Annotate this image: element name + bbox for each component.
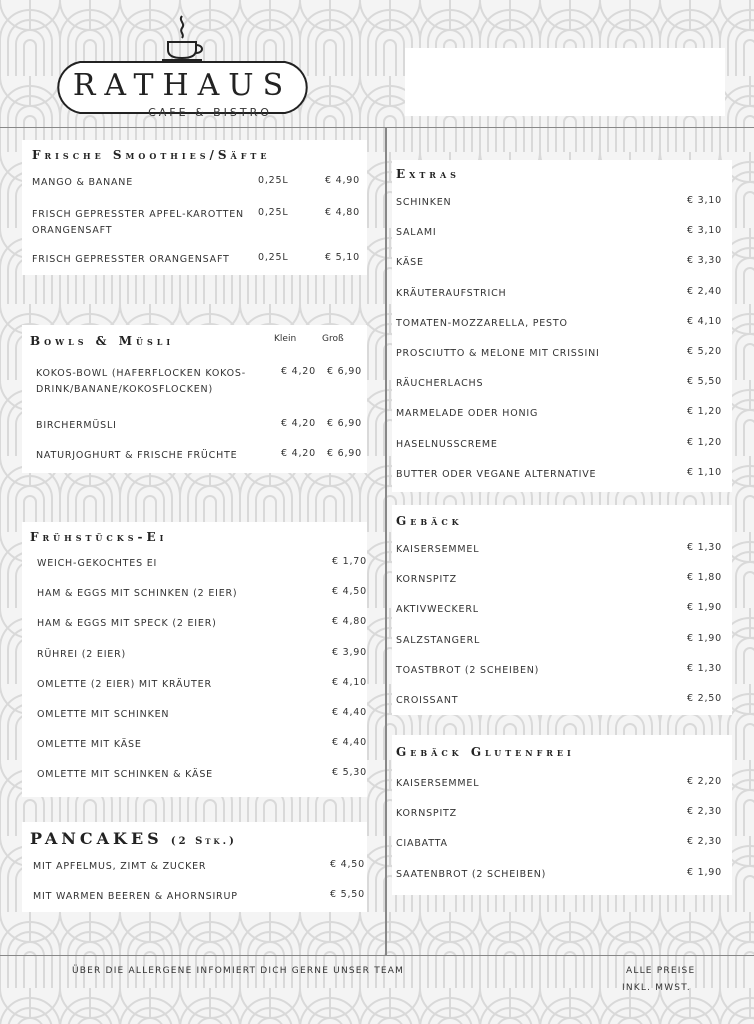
logo-name: RATHAUS bbox=[72, 68, 293, 103]
allergen-notice: ÜBER DIE ALLERGENE INFOMIERT DICH GERNE UNSER TEAM bbox=[72, 966, 405, 976]
item-price: € 2,20 bbox=[686, 776, 722, 787]
menu-item bbox=[396, 316, 722, 332]
item-size: 0,25L bbox=[258, 252, 289, 263]
item-price: € 4,40 bbox=[331, 737, 367, 749]
item-price: € 2,30 bbox=[686, 806, 722, 818]
column-header-large: Groß bbox=[322, 334, 344, 344]
column-divider bbox=[385, 127, 387, 955]
menu-item bbox=[396, 572, 722, 588]
menu-item bbox=[32, 207, 360, 236]
menu-item bbox=[396, 806, 722, 822]
item-name: MIT WARMEN BEEREN & AHORNSIRUP bbox=[33, 891, 238, 902]
item-name: BUTTER ODER VEGANE ALTERNATIVE bbox=[396, 468, 597, 480]
menu-item bbox=[37, 767, 367, 783]
item-price: € 4,50 bbox=[331, 586, 367, 598]
menu-item bbox=[37, 556, 367, 572]
item-name: KAISERSEMMEL bbox=[396, 778, 480, 789]
item-name: HAM & EGGS MIT SPECK (2 EIER) bbox=[37, 618, 217, 630]
menu-item bbox=[396, 255, 722, 271]
menu-item bbox=[396, 663, 722, 679]
item-price: € 5,50 bbox=[329, 889, 365, 900]
section-title-pancakes bbox=[30, 829, 237, 848]
logo-subtitle: CAFE & BISTRO bbox=[148, 106, 272, 119]
menu-item bbox=[37, 677, 367, 693]
item-price-small: € 4,20 bbox=[280, 418, 316, 429]
menu-item bbox=[37, 586, 367, 602]
item-name: RÜHREI (2 EIER) bbox=[37, 648, 127, 660]
item-price: € 4,80 bbox=[331, 616, 367, 628]
item-name: KÄSE bbox=[396, 257, 424, 269]
menu-item bbox=[36, 366, 362, 395]
menu-item bbox=[396, 633, 722, 649]
menu-item bbox=[396, 437, 722, 453]
item-name: KAISERSEMMEL bbox=[396, 544, 480, 555]
menu-item bbox=[33, 859, 365, 875]
menu-item bbox=[33, 889, 365, 905]
price-note-line2: INKL. MWST. bbox=[622, 983, 691, 993]
menu-item bbox=[396, 836, 722, 852]
item-name: FRISCH GEPRESSTER APFEL-KAROTTEN ORANGENSAFT bbox=[32, 209, 244, 236]
item-name: NATURJOGHURT & FRISCHE FRÜCHTE bbox=[36, 450, 238, 461]
item-price-large: € 6,90 bbox=[326, 448, 362, 459]
menu-item bbox=[37, 737, 367, 753]
menu-item bbox=[396, 867, 722, 883]
item-name: AKTIVWECKERL bbox=[396, 604, 479, 616]
section-title-extras: Extras bbox=[396, 167, 460, 181]
item-name: SCHINKEN bbox=[396, 197, 452, 208]
menu-item bbox=[396, 286, 722, 302]
item-price: € 2,50 bbox=[686, 693, 722, 704]
item-name: MANGO & BANANE bbox=[32, 177, 134, 188]
item-name: SAATENBROT (2 SCHEIBEN) bbox=[396, 868, 547, 880]
item-name: KORNSPITZ bbox=[396, 808, 457, 820]
item-name: WEICH-GEKOCHTES EI bbox=[37, 558, 158, 569]
menu-item bbox=[37, 616, 367, 632]
item-price: € 4,90 bbox=[324, 175, 360, 186]
coffee-cup-icon bbox=[158, 12, 210, 62]
menu-item bbox=[32, 175, 360, 191]
item-price: € 2,40 bbox=[686, 285, 722, 297]
item-name: OMLETTE MIT SCHINKEN & KÄSE bbox=[37, 769, 213, 781]
item-price: € 5,30 bbox=[331, 767, 367, 779]
menu-item bbox=[396, 406, 722, 422]
menu-item bbox=[396, 542, 722, 558]
item-price: € 1,20 bbox=[686, 406, 722, 418]
item-price: € 1,80 bbox=[686, 572, 722, 584]
item-name: SALZSTANGERL bbox=[396, 634, 481, 646]
item-price: € 4,10 bbox=[686, 315, 722, 327]
item-price-small: € 4,20 bbox=[280, 448, 316, 459]
item-price: € 5,50 bbox=[686, 376, 722, 388]
section-title-smoothies: Frische Smoothies/Säfte bbox=[32, 148, 271, 162]
item-price: € 1,90 bbox=[686, 866, 722, 878]
item-price: € 1,90 bbox=[686, 602, 722, 614]
item-name: MARMELADE ODER HONIG bbox=[396, 408, 539, 420]
header-divider bbox=[0, 127, 754, 128]
item-name: TOMATEN-MOZZARELLA, PESTO bbox=[396, 317, 568, 329]
item-name: FRISCH GEPRESSTER ORANGENSAFT bbox=[32, 254, 230, 265]
item-name: KOKOS-BOWL (HAFERFLOCKEN KOKOS-DRINK/BANANE/KOKOSFLOCKEN) bbox=[36, 368, 246, 395]
item-name: OMLETTE (2 EIER) MIT KRÄUTER bbox=[37, 678, 212, 690]
section-title-glutenfrei: Gebäck Glutenfrei bbox=[396, 745, 575, 759]
item-price: € 5,20 bbox=[686, 346, 722, 357]
section-title-bowls: Bowls & Müsli bbox=[30, 334, 175, 348]
menu-item bbox=[396, 346, 722, 362]
item-price: € 1,30 bbox=[686, 542, 722, 553]
item-price: € 4,10 bbox=[331, 676, 367, 688]
item-price-small: € 4,20 bbox=[280, 366, 316, 377]
item-price: € 3,10 bbox=[686, 225, 722, 237]
item-size: 0,25L bbox=[258, 175, 289, 186]
price-note-line1: ALLE PREISE bbox=[626, 966, 696, 976]
item-name: TOASTBROT (2 SCHEIBEN) bbox=[396, 664, 540, 676]
item-name: SALAMI bbox=[396, 227, 437, 239]
pancakes-title: PANCAKES bbox=[30, 829, 163, 848]
menu-item bbox=[396, 776, 722, 792]
header-box bbox=[405, 48, 725, 116]
item-price: € 1,20 bbox=[686, 436, 722, 448]
item-name: KORNSPITZ bbox=[396, 574, 457, 586]
item-name: RÄUCHERLACHS bbox=[396, 378, 484, 390]
item-price: € 3,10 bbox=[686, 195, 722, 206]
item-price: € 1,30 bbox=[686, 662, 722, 674]
menu-item bbox=[396, 195, 722, 211]
item-price-large: € 6,90 bbox=[326, 366, 362, 377]
menu-item bbox=[396, 602, 722, 618]
menu-item bbox=[36, 448, 362, 464]
item-price: € 3,90 bbox=[331, 646, 367, 658]
column-header-small: Klein bbox=[274, 334, 297, 344]
item-price: € 1,90 bbox=[686, 632, 722, 644]
item-price: € 4,40 bbox=[331, 707, 367, 718]
item-price: € 4,50 bbox=[329, 859, 365, 870]
pancakes-subtitle: (2 Stk.) bbox=[170, 836, 237, 847]
logo bbox=[50, 10, 315, 119]
item-name: KRÄUTERAUFSTRICH bbox=[396, 287, 507, 299]
item-name: CIABATTA bbox=[396, 838, 448, 850]
item-name: OMLETTE MIT KÄSE bbox=[37, 739, 142, 751]
item-price: € 3,30 bbox=[686, 255, 722, 267]
menu-item bbox=[396, 467, 722, 483]
menu-item bbox=[396, 225, 722, 241]
menu-item bbox=[36, 418, 362, 434]
item-name: HAM & EGGS MIT SCHINKEN (2 EIER) bbox=[37, 588, 238, 600]
item-price: € 1,10 bbox=[686, 466, 722, 478]
item-price: € 5,10 bbox=[324, 252, 360, 263]
menu-item bbox=[396, 693, 722, 709]
menu-item bbox=[37, 707, 367, 723]
item-name: PROSCIUTTO & MELONE MIT CRISSINI bbox=[396, 348, 600, 359]
item-name: MIT APFELMUS, ZIMT & ZUCKER bbox=[33, 861, 207, 872]
item-price-large: € 6,90 bbox=[326, 418, 362, 429]
item-price: € 1,70 bbox=[331, 556, 367, 567]
item-size: 0,25L bbox=[258, 207, 289, 218]
menu-item bbox=[396, 376, 722, 392]
item-name: OMLETTE MIT SCHINKEN bbox=[37, 709, 170, 720]
item-name: CROISSANT bbox=[396, 695, 459, 706]
item-name: BIRCHERMÜSLI bbox=[36, 420, 117, 431]
item-price: € 2,30 bbox=[686, 836, 722, 848]
item-price: € 4,80 bbox=[324, 207, 360, 218]
item-name: HASELNUSSCREME bbox=[396, 438, 498, 450]
footer-divider bbox=[0, 955, 754, 956]
menu-item bbox=[37, 647, 367, 663]
section-title-gebaeck: Gebäck bbox=[396, 514, 463, 528]
menu-item bbox=[32, 252, 360, 268]
section-title-eggs: Frühstücks-Ei bbox=[30, 530, 168, 544]
